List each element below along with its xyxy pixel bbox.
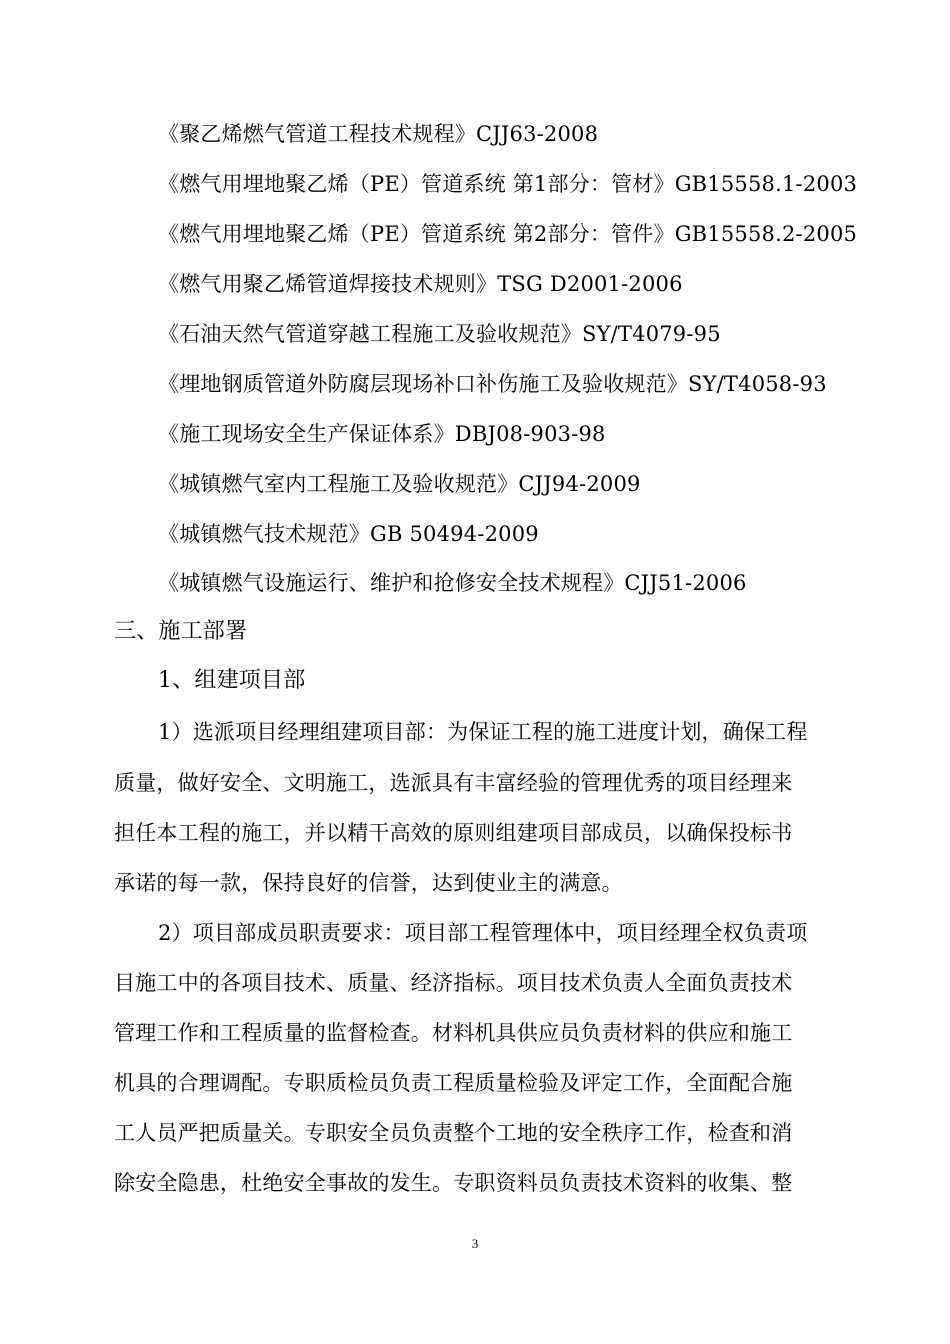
reference-item: 《燃气用埋地聚乙烯（PE）管道系统 第1部分：管材》GB15558.1-2003	[158, 172, 858, 196]
paragraph-line: 2）项目部成员职责要求：项目部工程管理体中，项目经理全权负责项	[158, 921, 808, 945]
reference-item: 《城镇燃气技术规范》GB 50494-2009	[158, 522, 539, 546]
reference-item: 《城镇燃气室内工程施工及验收规范》CJJ94-2009	[158, 472, 641, 496]
reference-item: 《聚乙烯燃气管道工程技术规程》CJJ63-2008	[158, 122, 599, 146]
reference-item: 《燃气用聚乙烯管道焊接技术规则》TSG D2001-2006	[158, 272, 683, 296]
paragraph-line: 机具的合理调配。专职质检员负责工程质量检验及评定工作，全面配合施	[114, 1071, 793, 1095]
paragraph-line: 管理工作和工程质量的监督检查。材料机具供应员负责材料的供应和施工	[114, 1021, 793, 1045]
paragraph-line: 质量，做好安全、文明施工，选派具有丰富经验的管理优秀的项目经理来	[114, 771, 793, 795]
reference-item: 《燃气用埋地聚乙烯（PE）管道系统 第2部分：管件》GB15558.2-2005	[158, 222, 858, 246]
paragraph-line: 工人员严把质量关。专职安全员负责整个工地的安全秩序工作，检查和消	[114, 1121, 793, 1145]
section-heading: 三、施工部署	[114, 619, 248, 644]
reference-item: 《城镇燃气设施运行、维护和抢修安全技术规程》CJJ51-2006	[158, 571, 747, 595]
paragraph-line: 1）选派项目经理组建项目部：为保证工程的施工进度计划，确保工程	[158, 720, 808, 744]
reference-item: 《石油天然气管道穿越工程施工及验收规范》SY/T4079-95	[158, 322, 721, 346]
paragraph-line: 目施工中的各项目技术、质量、经济指标。项目技术负责人全面负责技术	[114, 971, 793, 995]
reference-item: 《施工现场安全生产保证体系》DBJ08-903-98	[158, 422, 606, 446]
page-number: 3	[471, 1236, 479, 1251]
paragraph-line: 担任本工程的施工，并以精干高效的原则组建项目部成员，以确保投标书	[114, 821, 793, 845]
paragraph-line: 承诺的每一款，保持良好的信誉，达到使业主的满意。	[114, 871, 623, 895]
paragraph-line: 除安全隐患，杜绝安全事故的发生。专职资料员负责技术资料的收集、整	[114, 1171, 793, 1195]
reference-item: 《埋地钢质管道外防腐层现场补口补伤施工及验收规范》SY/T4058-93	[158, 372, 827, 396]
subsection-heading: 1、组建项目部	[158, 668, 306, 693]
